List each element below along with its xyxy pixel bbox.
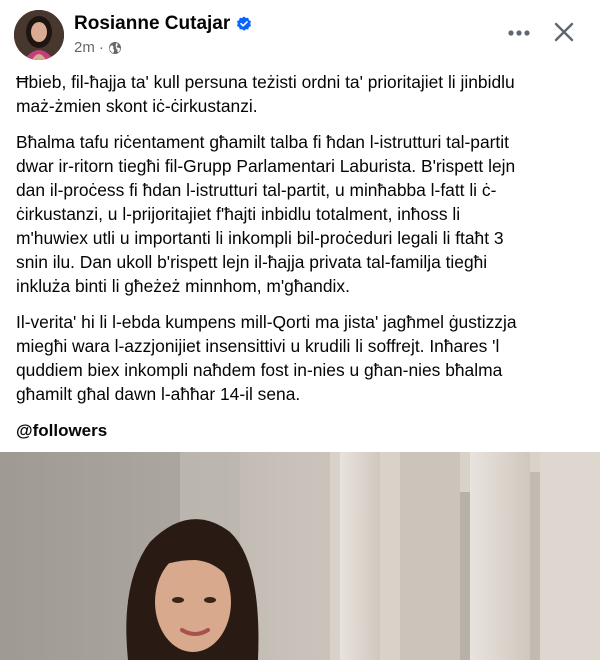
- post-paragraph-3: [16, 310, 588, 406]
- close-icon: [553, 21, 575, 43]
- text-line: snin ilu. Dan ukoll b'rispett lejn il-ħajja privata tal-familja tiegħi: [16, 252, 488, 272]
- mention-paragraph: [16, 418, 588, 443]
- more-dots-icon: [508, 30, 530, 36]
- globe-icon[interactable]: [108, 41, 122, 55]
- text-line: Il-verita' hi li l-ebda kumpens mill-Qorti ma jista' jagħmel ġustizzja: [16, 312, 517, 332]
- author-name-row: [74, 13, 252, 35]
- post-timestamp[interactable]: 2m: [74, 39, 95, 56]
- avatar[interactable]: [14, 10, 64, 60]
- post-header: [0, 0, 600, 70]
- followers-mention-link[interactable]: @followers: [16, 421, 108, 440]
- meta-separator: ·: [98, 39, 104, 56]
- post-paragraph-1: [16, 70, 588, 118]
- text-line: miegħi wara l-azzjonijiet insensittivi u krudili li soffrejt. Inħares 'l: [16, 336, 500, 356]
- text-line: maż-żmien skont iċ-ċirkustanzi.: [16, 96, 258, 116]
- text-line: m'huwiex utli u importanti li inkompli bil-proċeduri legali li ftaħt 3: [16, 228, 504, 248]
- text-line: għamilt għal dawn l-aħħar 14-il sena.: [16, 384, 301, 404]
- post-photo[interactable]: [0, 452, 600, 660]
- post-text: [16, 70, 588, 455]
- text-line: Bħalma tafu riċentament għamilt talba fi ħdan l-istrutturi tal-partit: [16, 132, 509, 152]
- post-paragraph-2: [16, 130, 588, 298]
- text-line: dan il-proċess fi ħdan l-istrutturi tal-partit, u minħabba l-fatt li ċ-: [16, 180, 497, 200]
- text-line: dwar ir-ritorn tiegħi fil-Grupp Parlamentari Laburista. B'rispett lejn: [16, 156, 516, 176]
- more-options-button[interactable]: [502, 18, 536, 48]
- text-line: ċirkustanzi, u l-prijoritajiet f'ħajti inbidlu totalment, inħoss li: [16, 204, 461, 224]
- text-line: inkluża binti li għeżeż minnhom, m'għandix.: [16, 276, 350, 296]
- close-button[interactable]: [546, 14, 582, 50]
- text-line: quddiem biex inkompli naħdem fost in-nies u għan-nies bħalma: [16, 360, 503, 380]
- text-line: Ħbieb, fil-ħajja ta' kull persuna teżisti ordni ta' prioritajiet li jinbidlu: [16, 72, 515, 92]
- post-meta: [74, 39, 122, 56]
- verified-badge-icon: [236, 16, 252, 32]
- author-name[interactable]: Rosianne Cutajar: [74, 13, 231, 34]
